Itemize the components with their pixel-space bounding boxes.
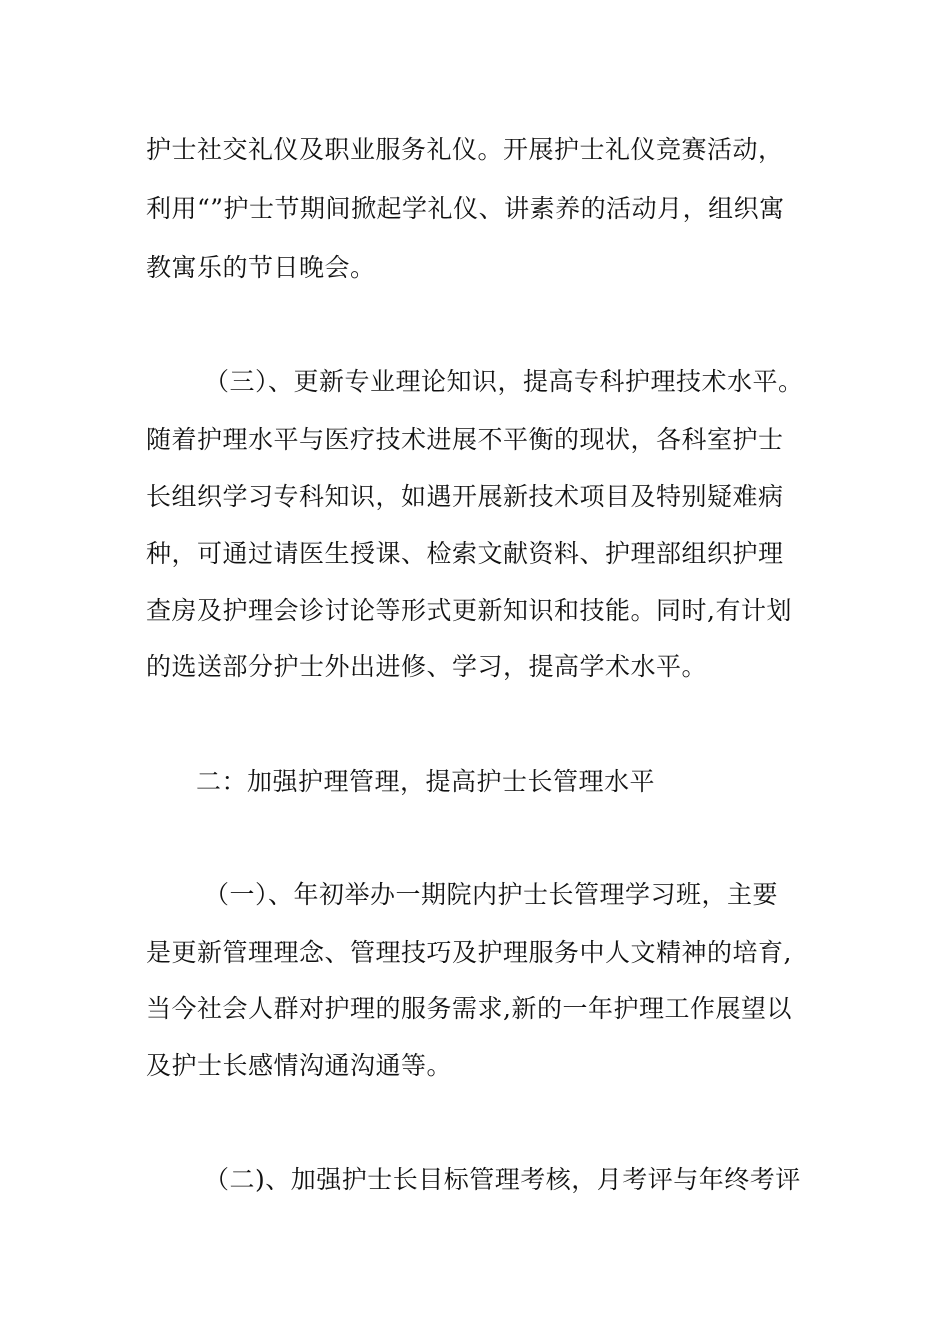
text-line: 随着护理水平与医疗技术进展不平衡的现状，各科室护士 [146, 425, 784, 454]
text-line: 当今社会人群对护理的服务需求,新的一年护理工作展望以 [146, 994, 792, 1023]
text-line: 是更新管理理念、管理技巧及护理服务中人文精神的培育, [146, 938, 792, 967]
text-line: 教寓乐的节日晚会。 [146, 253, 376, 282]
text-line: 及护士长感情沟通沟通等。 [146, 1051, 453, 1080]
text-line: （一）、年初举办一期院内护士长管理学习班，主要 [204, 880, 779, 909]
text-line: （三）、更新专业理论知识，提高专科护理技术水平。 [204, 367, 804, 396]
text-line: 长组织学习专科知识，如遇开展新技术项目及特别疑难病 [146, 482, 784, 511]
text-line: 护士社交礼仪及职业服务礼仪。开展护士礼仪竞赛活动， [146, 135, 784, 164]
text-line: 的选送部分护士外出进修、学习，提高学术水平。 [146, 652, 708, 681]
text-line: 种，可通过请医生授课、检索文献资料、护理部组织护理 [146, 539, 784, 568]
text-line: （二)、加强护士长目标管理考核，月考评与年终考评 [204, 1165, 801, 1194]
section-heading: 二：加强护理管理，提高护士长管理水平 [196, 767, 656, 796]
text-line: 利用“”护士节期间掀起学礼仪、讲素养的活动月，组织寓 [146, 194, 785, 223]
text-line: 查房及护理会诊讨论等形式更新知识和技能。同时,有计划 [146, 596, 792, 625]
